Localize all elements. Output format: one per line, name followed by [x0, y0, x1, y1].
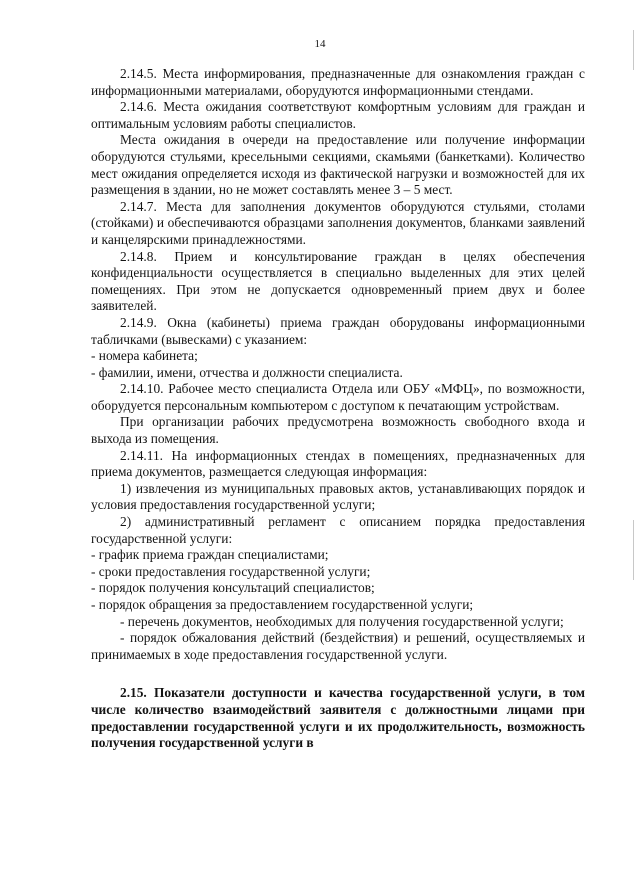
list-item: - фамилии, имени, отчества и должности специалиста. — [91, 364, 403, 380]
list-item: - порядок обращения за предоставлением государственной услуги; — [91, 597, 474, 612]
page-number: 14 — [314, 38, 326, 50]
section-spacer — [91, 663, 585, 685]
scan-edge-mark — [633, 520, 634, 580]
list-item: - порядок получения консультаций специалистов; — [91, 580, 375, 596]
paragraph: 2.14.7. Места для заполнения документов оборудуются стульями, столами (стойками) и обеспечиваются образцами заполнения документов, бланками заявлений и канцелярскими принадлежностями. — [91, 198, 585, 247]
list-item: - порядок обжалования действий (бездействия) и решений, осуществляемых и принимаемых в ходе предоставления государственной услуги. — [91, 630, 585, 662]
paragraph: Места ожидания в очереди на предоставление или получение информации оборудуются стульями, кресельными секциями, скамьями (банкетками). Количество мест ожидания определяется исходя из фактической нагрузки и возможностей для их размещения в здании, но не может составлять менее 3 – 5 мест. — [91, 132, 585, 198]
paragraph: 2.14.10. Рабочее место специалиста Отдела или ОБУ «МФЦ», по возможности, оборудуется персональным компьютером с доступом к печатающим устройствам. — [91, 381, 585, 413]
paragraph: 2.14.11. На информационных стендах в помещениях, предназначенных для приема документов, размещается следующая информация: — [91, 447, 585, 480]
scan-edge-mark — [633, 30, 634, 70]
list-item: - номера кабинета; — [91, 348, 198, 364]
paragraph: 2) административный регламент с описанием порядка предоставления государственной услуги: — [91, 514, 585, 546]
paragraph: 1) извлечения из муниципальных правовых актов, устанавливающих порядок и условия предоставления государственной услуги; — [91, 480, 585, 513]
paragraph: 2.14.5. Места информирования, предназначенные для ознакомления граждан с информационными материалами, оборудуются информационными стендами. — [91, 66, 585, 98]
list-item: - перечень документов, необходимых для получения государственной услуги; — [120, 613, 564, 629]
paragraph: 2.14.6. Места ожидания соответствуют комфортным условиям для граждан и оптимальным условиям работы специалистов. — [91, 99, 585, 131]
paragraph: 2.14.9. Окна (кабинеты) приема граждан оборудованы информационными табличками (вывесками) с указанием: — [91, 314, 585, 347]
paragraph: 2.14.8. Прием и консультирование граждан в целях обеспечения конфиденциальности осуществляется в специально выделенных для этих целей помещениях. При этом не допускается одновременный прием двух и более заявителей. — [91, 248, 585, 314]
section-heading: 2.15. Показатели доступности и качества государственной услуги, в том числе количество взаимодействий заявителя с должностными лицами при предоставлении государственной услуги и их продолжительность, возможность получения государственной услуги в — [91, 685, 585, 751]
document-body — [91, 66, 585, 752]
list-item: - график приема граждан специалистами; — [91, 547, 329, 563]
paragraph: При организации рабочих предусмотрена возможность свободного входа и выхода из помещения. — [91, 414, 585, 447]
list-item: - сроки предоставления государственной услуги; — [91, 563, 371, 579]
